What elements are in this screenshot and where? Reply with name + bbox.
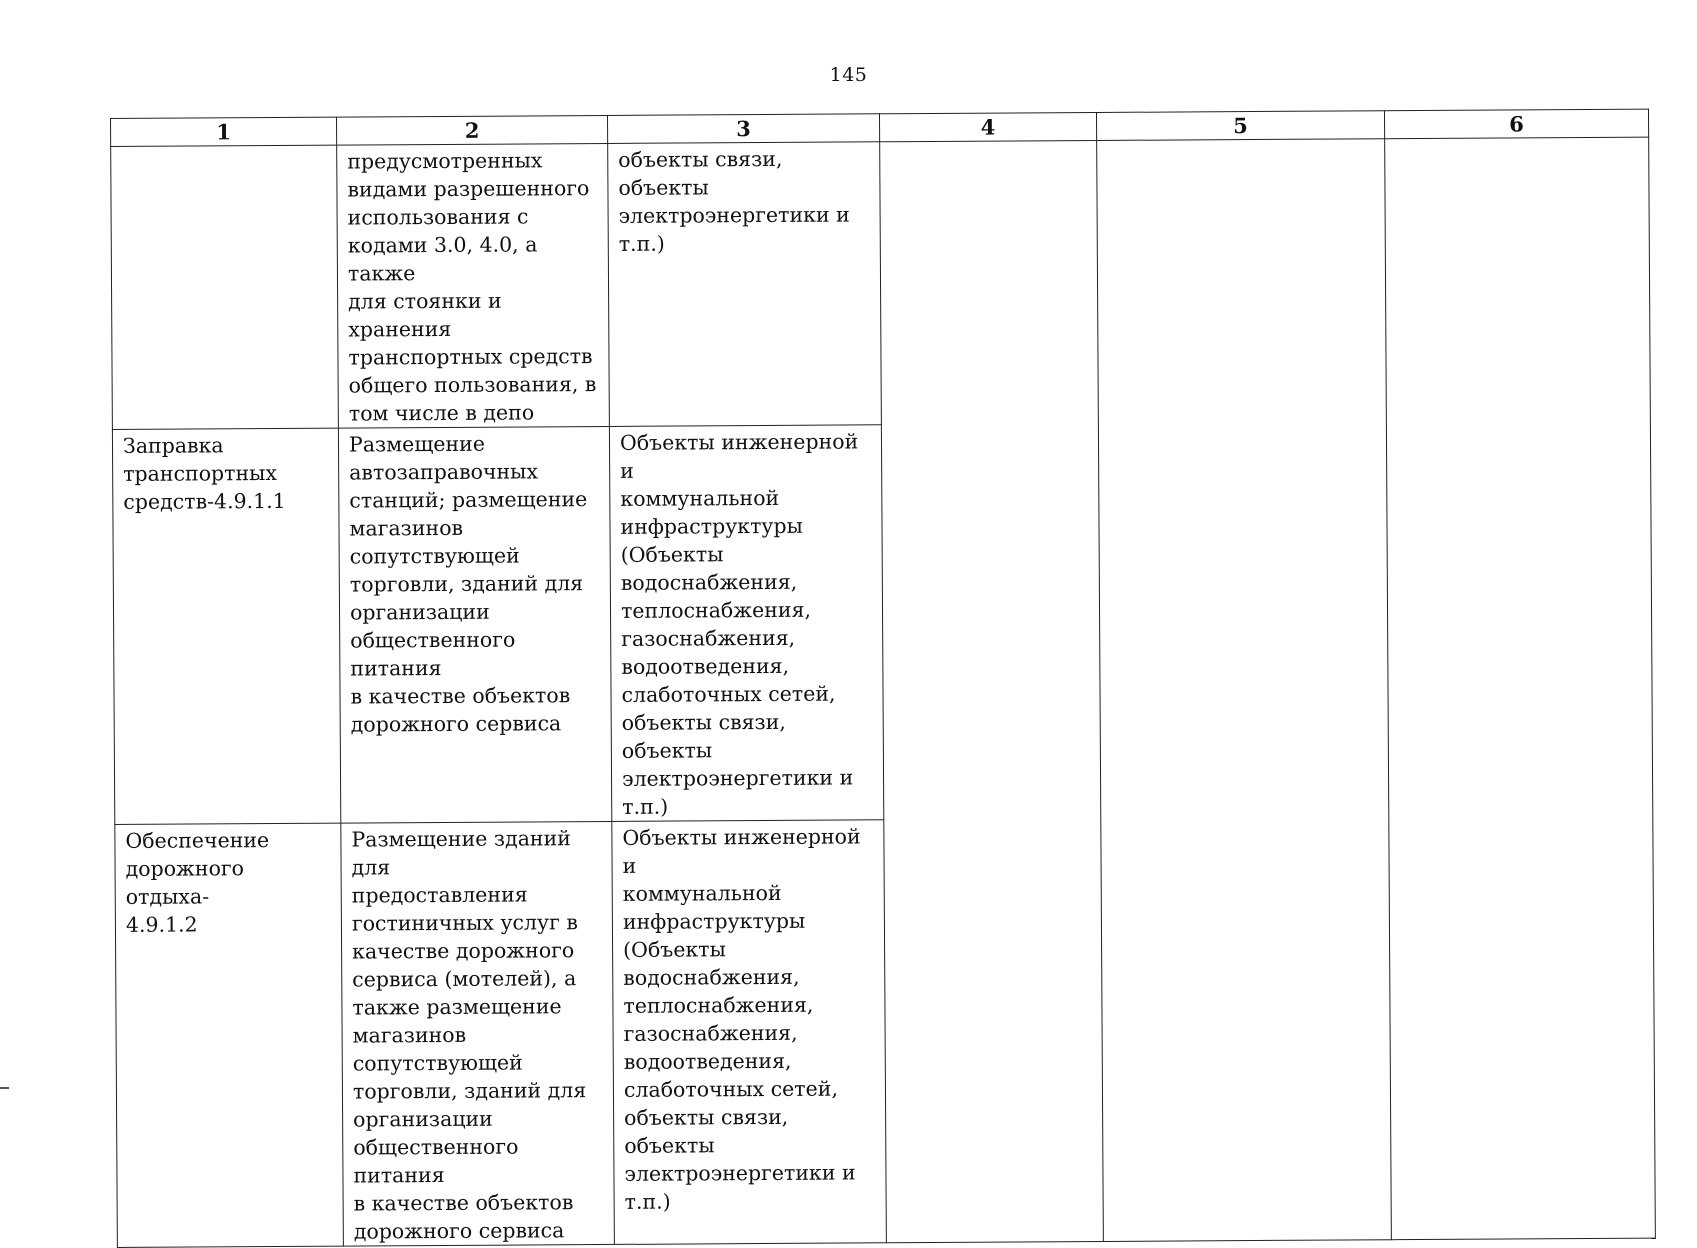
empty-cell-col4: [880, 140, 1104, 1242]
empty-cell-col6: [1385, 137, 1656, 1240]
page-number: 145: [829, 64, 868, 86]
cell-text: предусмотренных видами разрешенного использования с кодами 3.0, 4.0, а также для стоянки и хранения транспортных средств общего пользования, в том числе в депо: [347, 148, 597, 426]
column-header-2: 2: [336, 115, 607, 145]
column-header-6: 6: [1384, 109, 1648, 139]
land-use-table: [110, 109, 1656, 1248]
table-cell: [337, 143, 610, 428]
column-header-5: 5: [1096, 111, 1384, 141]
cell-text: Размещение автозаправочных станций; размещение магазинов сопутствующей торговли, зданий для организации общественного питания в качестве объектов дорожного сервиса: [348, 431, 588, 737]
cell-text: [121, 148, 326, 149]
table-row: [111, 137, 1651, 429]
table-cell: [115, 823, 344, 1247]
cell-text: Объекты инженерной и коммунальной инфраструктуры (Объекты водоснабжения, теплоснабжения, газоснабжения, водоотведения, слаботочных сетей, объекты связи, объекты электроэнергетики и т.п.): [619, 429, 859, 819]
column-header-3: 3: [607, 114, 879, 144]
cell-text: Обеспечение дорожного отдыха- 4.9.1.2: [125, 828, 270, 937]
cell-text: объекты связи, объекты электроэнергетики и т.п.): [618, 146, 850, 256]
table-cell: [612, 820, 887, 1245]
column-header-1: 1: [111, 117, 337, 146]
scan-margin-mark: [0, 1087, 9, 1089]
column-header-4: 4: [879, 112, 1096, 141]
cell-text: Размещение зданий для предоставления гостиничных услуг в качестве дорожного сервиса (мотелей), а также размещение магазинов сопутствующей торговли, зданий для организации общественного питания в качестве объектов дорожного сервиса: [351, 826, 587, 1244]
empty-cell-col5: [1097, 139, 1392, 1242]
table-cell: [111, 145, 339, 429]
table-cell: [341, 821, 615, 1246]
cell-text: Заправка транспортных средств-4.9.1.1: [122, 433, 286, 514]
table-cell: [608, 142, 882, 427]
table-cell: [338, 426, 611, 823]
table-cell: [609, 425, 883, 822]
cell-text: Объекты инженерной и коммунальной инфраструктуры (Объекты водоснабжения, теплоснабжения, газоснабжения, водоотведения, слаботочных сетей, объекты связи, объекты электроэнергетики и т.п.): [622, 824, 861, 1214]
table-cell: [112, 428, 340, 824]
